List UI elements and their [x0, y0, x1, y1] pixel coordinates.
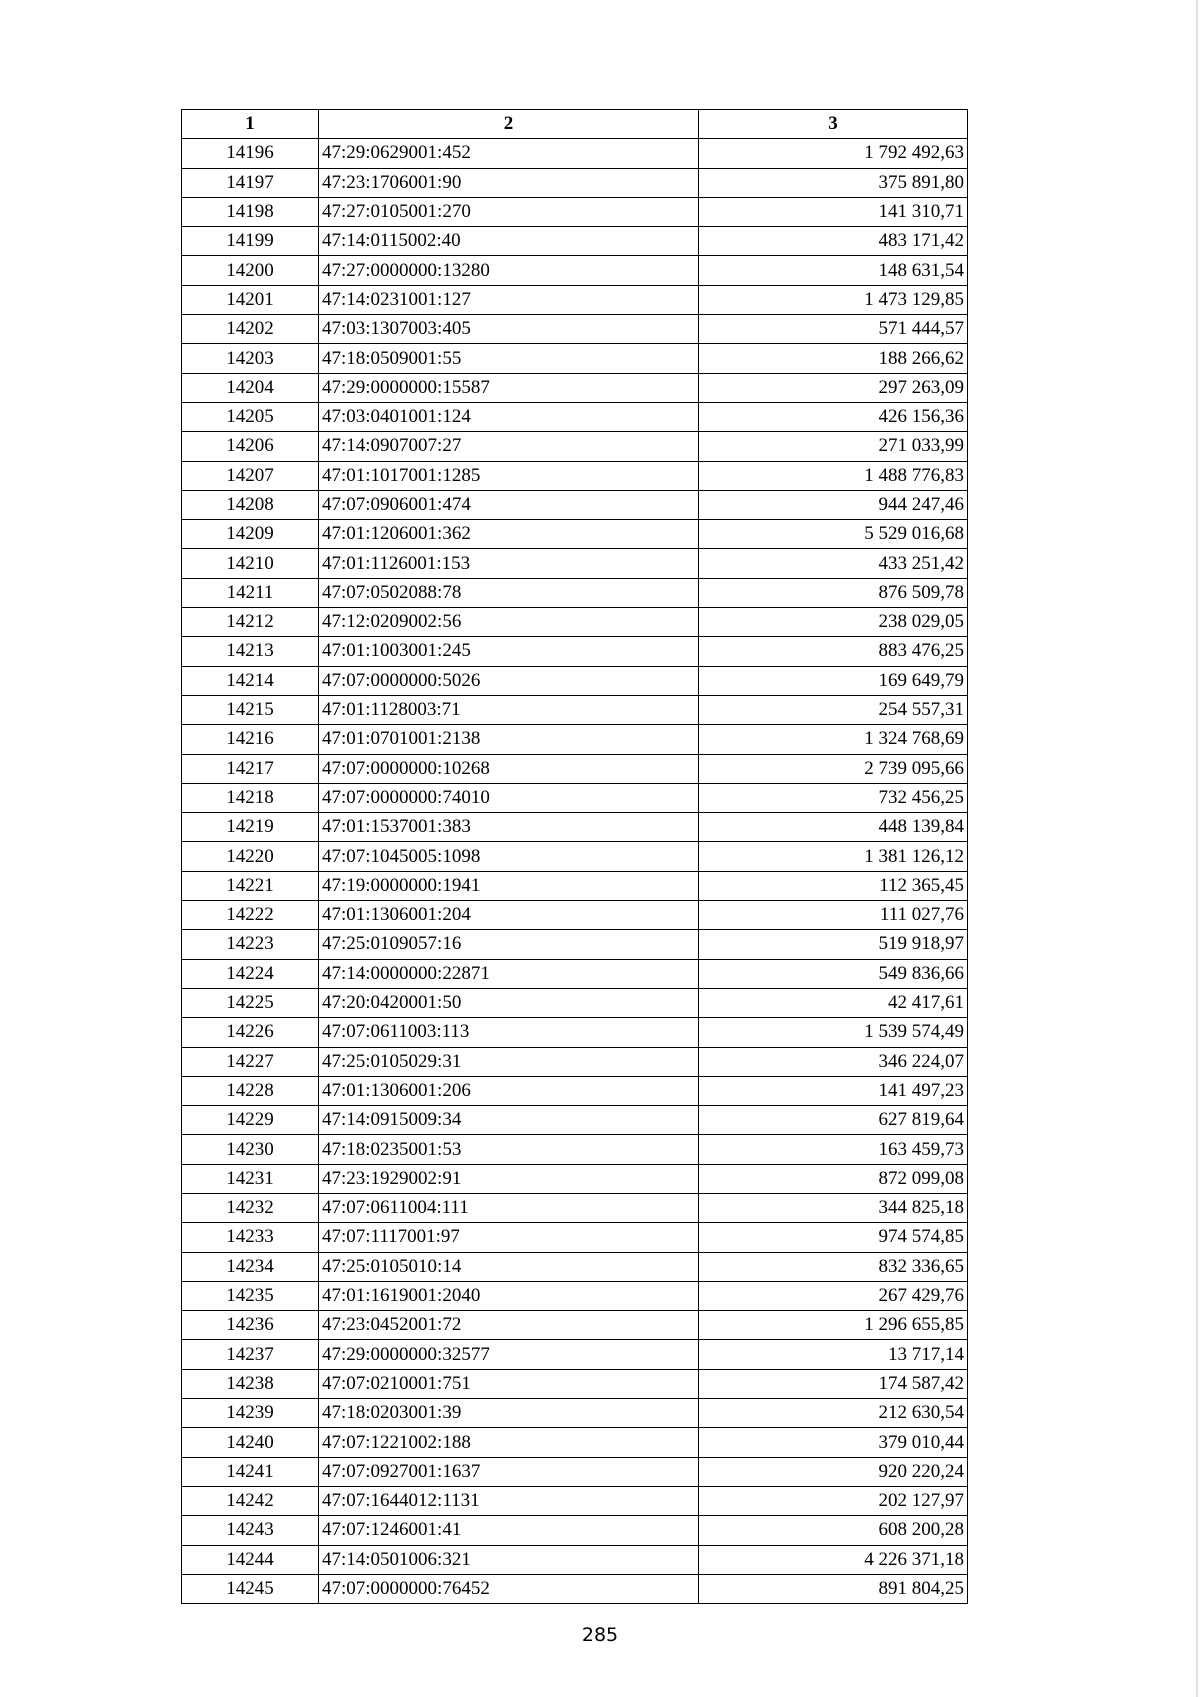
table-row	[182, 315, 968, 344]
table-row	[182, 1164, 968, 1193]
row-number-cell: 14233	[182, 1223, 319, 1252]
value-cell: 174 587,42	[699, 1369, 968, 1398]
cadastral-number-cell: 47:18:0509001:55	[319, 344, 699, 373]
row-number-cell: 14221	[182, 871, 319, 900]
cadastral-number-cell: 47:14:0915009:34	[319, 1106, 699, 1135]
cadastral-number-cell: 47:07:0000000:10268	[319, 754, 699, 783]
table-row	[182, 197, 968, 226]
cadastral-number-cell: 47:14:0907007:27	[319, 432, 699, 461]
row-number-cell: 14245	[182, 1574, 319, 1603]
cadastral-number-cell: 47:18:0203001:39	[319, 1399, 699, 1428]
row-number-cell: 14227	[182, 1047, 319, 1076]
value-cell: 141 497,23	[699, 1076, 968, 1105]
cadastral-number-cell: 47:14:0231001:127	[319, 285, 699, 314]
row-number-cell: 14240	[182, 1428, 319, 1457]
table-row	[182, 1516, 968, 1545]
row-number-cell: 14198	[182, 197, 319, 226]
row-number-cell: 14217	[182, 754, 319, 783]
cadastral-number-cell: 47:01:1003001:245	[319, 637, 699, 666]
cadastral-number-cell: 47:03:0401001:124	[319, 402, 699, 431]
row-number-cell: 14228	[182, 1076, 319, 1105]
row-number-cell: 14222	[182, 901, 319, 930]
value-cell: 271 033,99	[699, 432, 968, 461]
value-cell: 297 263,09	[699, 373, 968, 402]
cadastral-number-cell: 47:25:0109057:16	[319, 930, 699, 959]
cadastral-number-cell: 47:07:0611004:111	[319, 1193, 699, 1222]
table-row	[182, 1223, 968, 1252]
table-row	[182, 227, 968, 256]
cadastral-number-cell: 47:12:0209002:56	[319, 608, 699, 637]
value-cell: 549 836,66	[699, 959, 968, 988]
column-header-2: 2	[319, 110, 699, 139]
table-row	[182, 842, 968, 871]
row-number-cell: 14208	[182, 490, 319, 519]
table-row	[182, 432, 968, 461]
value-cell: 876 509,78	[699, 578, 968, 607]
table-row	[182, 695, 968, 724]
value-cell: 1 296 655,85	[699, 1311, 968, 1340]
row-number-cell: 14213	[182, 637, 319, 666]
table-row	[182, 725, 968, 754]
row-number-cell: 14243	[182, 1516, 319, 1545]
row-number-cell: 14205	[182, 402, 319, 431]
value-cell: 212 630,54	[699, 1399, 968, 1428]
cadastral-number-cell: 47:25:0105010:14	[319, 1252, 699, 1281]
row-number-cell: 14238	[182, 1369, 319, 1398]
row-number-cell: 14215	[182, 695, 319, 724]
value-cell: 1 381 126,12	[699, 842, 968, 871]
table-row	[182, 1252, 968, 1281]
value-cell: 267 429,76	[699, 1281, 968, 1310]
row-number-cell: 14241	[182, 1457, 319, 1486]
table-row	[182, 1106, 968, 1135]
table-row	[182, 1486, 968, 1515]
row-number-cell: 14232	[182, 1193, 319, 1222]
row-number-cell: 14219	[182, 813, 319, 842]
cadastral-number-cell: 47:25:0105029:31	[319, 1047, 699, 1076]
value-cell: 448 139,84	[699, 813, 968, 842]
table-row	[182, 901, 968, 930]
table-row	[182, 813, 968, 842]
value-cell: 42 417,61	[699, 988, 968, 1017]
cadastral-number-cell: 47:14:0115002:40	[319, 227, 699, 256]
column-header-1: 1	[182, 110, 319, 139]
value-cell: 111 027,76	[699, 901, 968, 930]
table-row	[182, 1457, 968, 1486]
row-number-cell: 14244	[182, 1545, 319, 1574]
row-number-cell: 14196	[182, 139, 319, 168]
value-cell: 202 127,97	[699, 1486, 968, 1515]
value-cell: 1 792 492,63	[699, 139, 968, 168]
value-cell: 872 099,08	[699, 1164, 968, 1193]
row-number-cell: 14239	[182, 1399, 319, 1428]
cadastral-number-cell: 47:01:1306001:206	[319, 1076, 699, 1105]
row-number-cell: 14235	[182, 1281, 319, 1310]
value-cell: 433 251,42	[699, 549, 968, 578]
table-header	[182, 110, 968, 139]
cadastral-number-cell: 47:23:1929002:91	[319, 1164, 699, 1193]
value-cell: 344 825,18	[699, 1193, 968, 1222]
value-cell: 608 200,28	[699, 1516, 968, 1545]
value-cell: 571 444,57	[699, 315, 968, 344]
table-row	[182, 402, 968, 431]
value-cell: 254 557,31	[699, 695, 968, 724]
table-row	[182, 1135, 968, 1164]
value-cell: 920 220,24	[699, 1457, 968, 1486]
row-number-cell: 14231	[182, 1164, 319, 1193]
value-cell: 375 891,80	[699, 168, 968, 197]
cadastral-number-cell: 47:01:0701001:2138	[319, 725, 699, 754]
table-row	[182, 1369, 968, 1398]
table-row	[182, 520, 968, 549]
cadastral-number-cell: 47:03:1307003:405	[319, 315, 699, 344]
row-number-cell: 14224	[182, 959, 319, 988]
table-row	[182, 1193, 968, 1222]
cadastral-number-cell: 47:27:0105001:270	[319, 197, 699, 226]
table-body	[182, 139, 968, 1604]
row-number-cell: 14226	[182, 1018, 319, 1047]
row-number-cell: 14209	[182, 520, 319, 549]
value-cell: 148 631,54	[699, 256, 968, 285]
value-cell: 346 224,07	[699, 1047, 968, 1076]
cadastral-number-cell: 47:18:0235001:53	[319, 1135, 699, 1164]
table-row	[182, 1545, 968, 1574]
table-row	[182, 461, 968, 490]
cadastral-number-cell: 47:01:1537001:383	[319, 813, 699, 842]
row-number-cell: 14201	[182, 285, 319, 314]
cadastral-number-cell: 47:07:1045005:1098	[319, 842, 699, 871]
value-cell: 519 918,97	[699, 930, 968, 959]
cadastral-number-cell: 47:27:0000000:13280	[319, 256, 699, 285]
table-row	[182, 1311, 968, 1340]
cadastral-number-cell: 47:07:0000000:76452	[319, 1574, 699, 1603]
table-row	[182, 988, 968, 1017]
cadastral-number-cell: 47:01:1619001:2040	[319, 1281, 699, 1310]
cadastral-number-cell: 47:07:0000000:74010	[319, 783, 699, 812]
value-cell: 1 539 574,49	[699, 1018, 968, 1047]
data-table	[181, 109, 968, 1604]
table-row	[182, 256, 968, 285]
value-cell: 169 649,79	[699, 666, 968, 695]
table-row	[182, 1340, 968, 1369]
table-row	[182, 666, 968, 695]
cadastral-number-cell: 47:07:0906001:474	[319, 490, 699, 519]
value-cell: 379 010,44	[699, 1428, 968, 1457]
value-cell: 832 336,65	[699, 1252, 968, 1281]
cadastral-number-cell: 47:14:0000000:22871	[319, 959, 699, 988]
row-number-cell: 14218	[182, 783, 319, 812]
table-row	[182, 373, 968, 402]
row-number-cell: 14212	[182, 608, 319, 637]
row-number-cell: 14216	[182, 725, 319, 754]
value-cell: 627 819,64	[699, 1106, 968, 1135]
cadastral-number-cell: 47:29:0629001:452	[319, 139, 699, 168]
row-number-cell: 14207	[182, 461, 319, 490]
value-cell: 5 529 016,68	[699, 520, 968, 549]
table-row	[182, 871, 968, 900]
cadastral-number-cell: 47:01:1206001:362	[319, 520, 699, 549]
table-row	[182, 490, 968, 519]
cadastral-number-cell: 47:14:0501006:321	[319, 1545, 699, 1574]
value-cell: 238 029,05	[699, 608, 968, 637]
cadastral-number-cell: 47:07:1644012:1131	[319, 1486, 699, 1515]
value-cell: 891 804,25	[699, 1574, 968, 1603]
row-number-cell: 14223	[182, 930, 319, 959]
column-header-3: 3	[699, 110, 968, 139]
cadastral-number-cell: 47:07:0927001:1637	[319, 1457, 699, 1486]
table-row	[182, 549, 968, 578]
row-number-cell: 14197	[182, 168, 319, 197]
value-cell: 732 456,25	[699, 783, 968, 812]
cadastral-number-cell: 47:07:1246001:41	[319, 1516, 699, 1545]
cadastral-number-cell: 47:07:0000000:5026	[319, 666, 699, 695]
cadastral-number-cell: 47:23:1706001:90	[319, 168, 699, 197]
cadastral-number-cell: 47:07:1117001:97	[319, 1223, 699, 1252]
table-row	[182, 1047, 968, 1076]
row-number-cell: 14203	[182, 344, 319, 373]
table-row	[182, 1018, 968, 1047]
cadastral-number-cell: 47:29:0000000:32577	[319, 1340, 699, 1369]
cadastral-number-cell: 47:01:1306001:204	[319, 901, 699, 930]
table-row	[182, 344, 968, 373]
value-cell: 974 574,85	[699, 1223, 968, 1252]
row-number-cell: 14242	[182, 1486, 319, 1515]
row-number-cell: 14211	[182, 578, 319, 607]
value-cell: 1 488 776,83	[699, 461, 968, 490]
table-row	[182, 168, 968, 197]
cadastral-number-cell: 47:07:1221002:188	[319, 1428, 699, 1457]
row-number-cell: 14199	[182, 227, 319, 256]
table-row	[182, 1428, 968, 1457]
value-cell: 944 247,46	[699, 490, 968, 519]
cadastral-number-cell: 47:01:1128003:71	[319, 695, 699, 724]
table-row	[182, 1076, 968, 1105]
table-row	[182, 1281, 968, 1310]
header-row	[182, 110, 968, 139]
value-cell: 4 226 371,18	[699, 1545, 968, 1574]
value-cell: 1 324 768,69	[699, 725, 968, 754]
page-number: 285	[581, 1624, 619, 1646]
value-cell: 112 365,45	[699, 871, 968, 900]
value-cell: 13 717,14	[699, 1340, 968, 1369]
value-cell: 2 739 095,66	[699, 754, 968, 783]
cadastral-number-cell: 47:07:0611003:113	[319, 1018, 699, 1047]
row-number-cell: 14236	[182, 1311, 319, 1340]
row-number-cell: 14202	[182, 315, 319, 344]
value-cell: 1 473 129,85	[699, 285, 968, 314]
table-row	[182, 578, 968, 607]
cadastral-number-cell: 47:19:0000000:1941	[319, 871, 699, 900]
row-number-cell: 14200	[182, 256, 319, 285]
table-row	[182, 139, 968, 168]
value-cell: 188 266,62	[699, 344, 968, 373]
table-row	[182, 754, 968, 783]
value-cell: 163 459,73	[699, 1135, 968, 1164]
row-number-cell: 14230	[182, 1135, 319, 1164]
table-row	[182, 783, 968, 812]
table-row	[182, 1399, 968, 1428]
cadastral-number-cell: 47:29:0000000:15587	[319, 373, 699, 402]
page-edge-divider	[1196, 0, 1198, 1697]
cadastral-number-cell: 47:23:0452001:72	[319, 1311, 699, 1340]
cadastral-number-cell: 47:20:0420001:50	[319, 988, 699, 1017]
value-cell: 483 171,42	[699, 227, 968, 256]
row-number-cell: 14225	[182, 988, 319, 1017]
row-number-cell: 14234	[182, 1252, 319, 1281]
value-cell: 426 156,36	[699, 402, 968, 431]
table-row	[182, 285, 968, 314]
row-number-cell: 14220	[182, 842, 319, 871]
cadastral-number-cell: 47:07:0502088:78	[319, 578, 699, 607]
cadastral-number-cell: 47:01:1017001:1285	[319, 461, 699, 490]
table-row	[182, 608, 968, 637]
row-number-cell: 14204	[182, 373, 319, 402]
row-number-cell: 14210	[182, 549, 319, 578]
row-number-cell: 14206	[182, 432, 319, 461]
value-cell: 883 476,25	[699, 637, 968, 666]
cadastral-number-cell: 47:01:1126001:153	[319, 549, 699, 578]
table-row	[182, 1574, 968, 1603]
row-number-cell: 14237	[182, 1340, 319, 1369]
row-number-cell: 14214	[182, 666, 319, 695]
cadastral-number-cell: 47:07:0210001:751	[319, 1369, 699, 1398]
table-row	[182, 930, 968, 959]
value-cell: 141 310,71	[699, 197, 968, 226]
row-number-cell: 14229	[182, 1106, 319, 1135]
table-row	[182, 637, 968, 666]
table-row	[182, 959, 968, 988]
